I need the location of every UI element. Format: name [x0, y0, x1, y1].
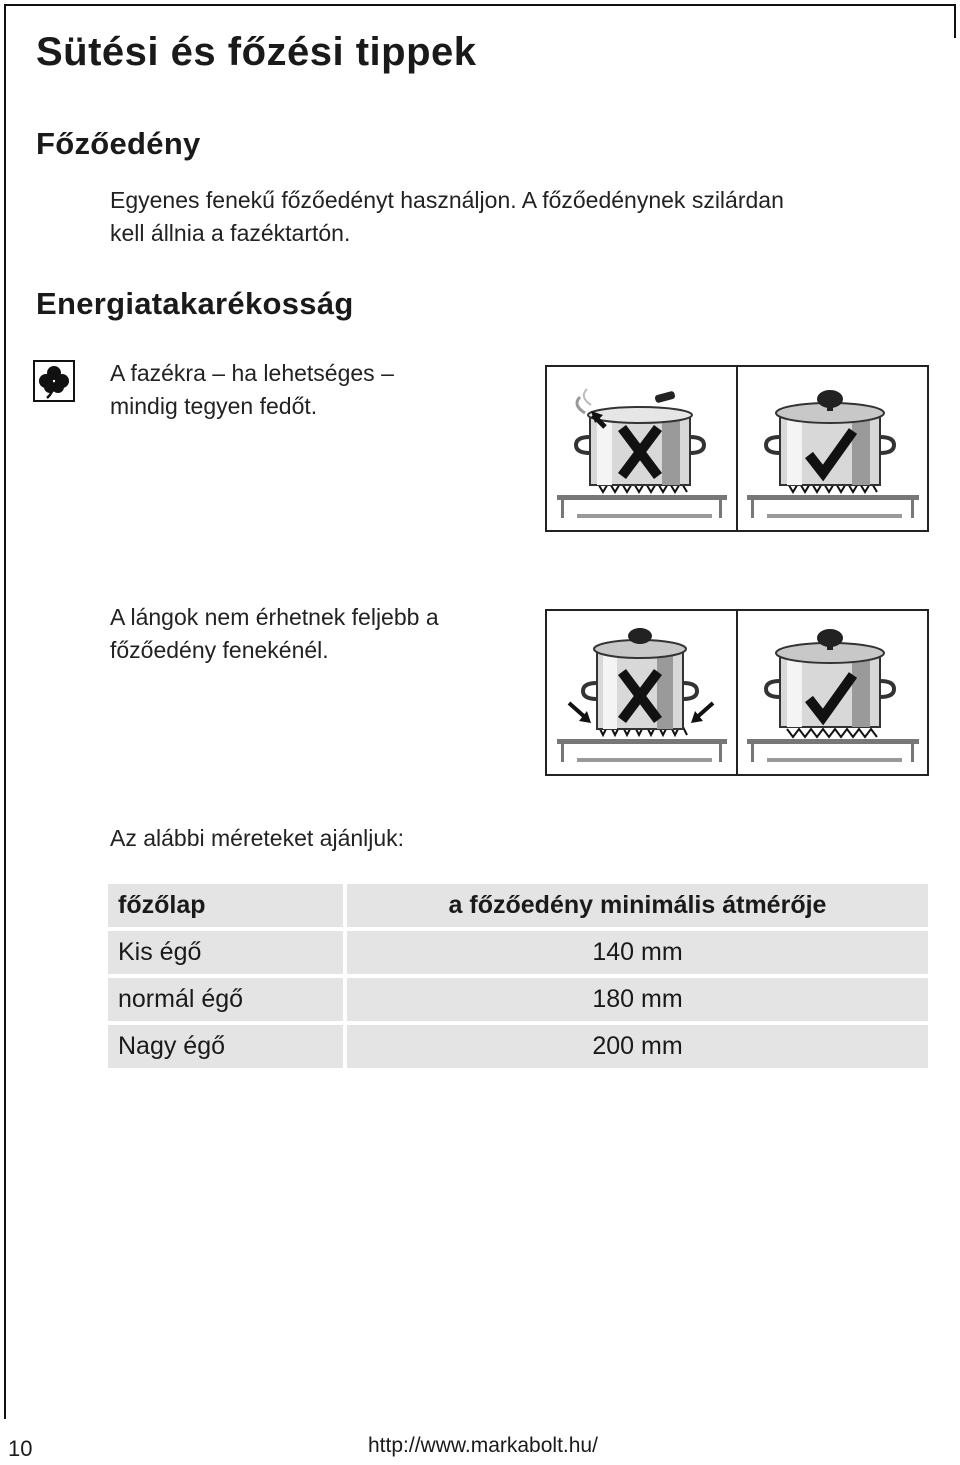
table-header-row — [108, 884, 928, 927]
pot-no-lid-illustration — [557, 389, 727, 518]
page-title: Sütési és főzési tippek — [36, 30, 477, 74]
pot-flames-too-high-illustration — [557, 628, 727, 762]
cookware-text — [110, 184, 784, 250]
diameter-cell: 180 mm — [347, 978, 928, 1021]
energy-heading: Energiatakarékosság — [36, 286, 354, 321]
lid-tip-text — [110, 357, 394, 423]
pot-with-lid-illustration — [747, 390, 919, 518]
clover-leaf-icon — [33, 360, 75, 402]
pot-flames-correct-illustration — [747, 629, 919, 762]
column-header-burner: főzőlap — [108, 884, 347, 927]
table-row — [108, 978, 928, 1021]
flame-tip-text — [110, 601, 439, 667]
cookware-heading: Főzőedény — [36, 126, 201, 161]
page-border-right — [954, 4, 956, 38]
lid-tip-line-1: A fazékra – ha lehetséges – — [110, 360, 394, 386]
table-row — [108, 931, 928, 974]
page-border-left — [4, 4, 6, 1419]
burner-cell: Nagy égő — [108, 1025, 347, 1068]
flame-tip-line-1: A lángok nem érhetnek feljebb a — [110, 604, 439, 630]
pot-size-table — [108, 880, 928, 1072]
lid-tip-line-2: mindig tegyen fedőt. — [110, 393, 318, 419]
table-row — [108, 1025, 928, 1068]
diameter-cell: 140 mm — [347, 931, 928, 974]
sizes-intro: Az alábbi méreteket ajánljuk: — [110, 825, 405, 851]
lid-illustration — [545, 365, 929, 532]
burner-cell: Kis égő — [108, 931, 347, 974]
flame-illustration — [545, 609, 929, 776]
cookware-text-line-2: kell állnia a fazéktartón. — [110, 220, 351, 246]
footer-url[interactable]: http://www.markabolt.hu/ — [368, 1434, 598, 1457]
page-number: 10 — [8, 1436, 33, 1461]
burner-cell: normál égő — [108, 978, 347, 1021]
column-header-min-diameter: a főzőedény minimális átmérője — [347, 884, 928, 927]
page-border-top — [4, 4, 956, 6]
diameter-cell: 200 mm — [347, 1025, 928, 1068]
cookware-text-line-1: Egyenes fenekű főzőedényt használjon. A főzőedénynek szilárdan — [110, 187, 784, 213]
flame-tip-line-2: főzőedény fenekénél. — [110, 637, 329, 663]
